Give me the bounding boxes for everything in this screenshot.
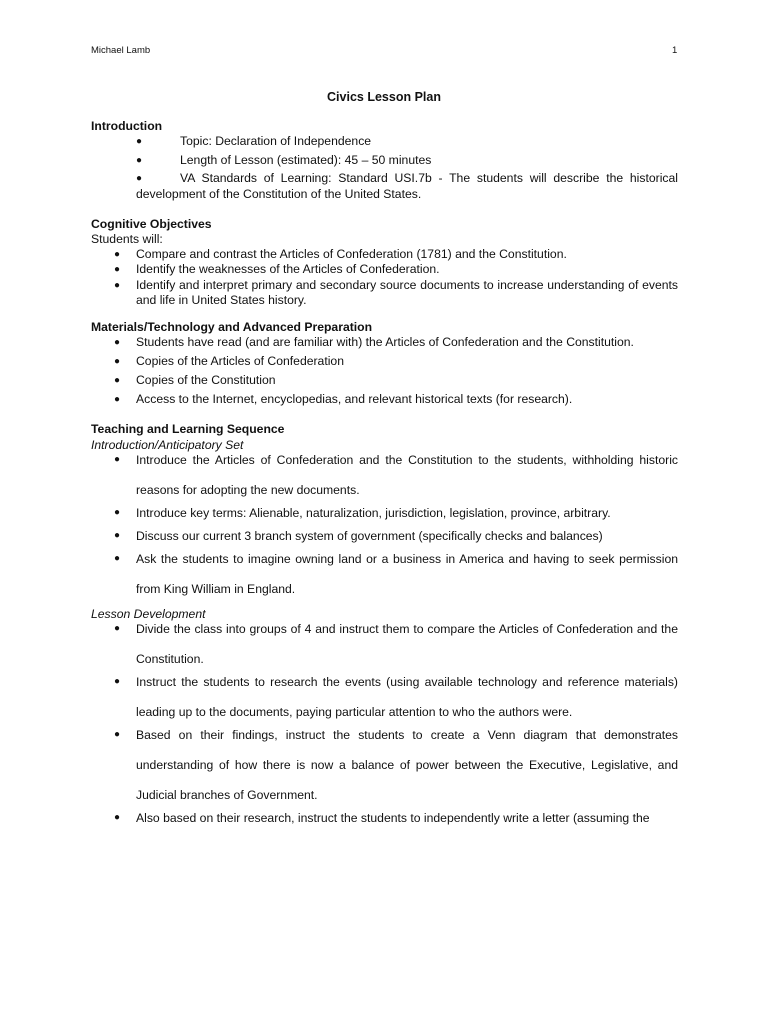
list-item: ● Topic: Declaration of Independence	[136, 134, 372, 148]
bullet-icon: ●	[114, 249, 121, 260]
materials-list	[91, 335, 678, 407]
bullet-icon: ●	[114, 729, 121, 741]
students-will-label: Students will:	[91, 232, 163, 246]
bullet-icon: ●	[136, 154, 143, 166]
bullet-icon: ●	[114, 454, 121, 466]
list-item: ● Compare and contrast the Articles of Confederation (1781) and the Constitution.	[114, 247, 567, 261]
list-item: ● Instruct the students to research the events (using available technology and reference materials) leading up to the documents, paying particular attention to who the authors were.	[91, 667, 678, 727]
document-title: Civics Lesson Plan	[327, 90, 441, 104]
section-heading-cognitive: Cognitive Objectives	[91, 217, 212, 231]
bullet-icon: ●	[114, 264, 121, 276]
bullet-icon: ●	[114, 374, 121, 386]
introduction-list	[91, 134, 678, 202]
list-item: ● Divide the class into groups of 4 and instruct them to compare the Articles of Confederation and the Constitution.	[91, 614, 678, 674]
bullet-icon: ●	[114, 812, 121, 824]
section-heading-materials: Materials/Technology and Advanced Preparation	[91, 320, 373, 335]
list-item: ● Introduce key terms: Alienable, naturalization, jurisdiction, legislation, province, arbitrary.	[91, 498, 678, 528]
bullet-icon: ●	[114, 393, 121, 405]
list-item: ● Students have read (and are familiar with) the Articles of Confederation and the Constitution.	[114, 335, 634, 350]
bullet-icon: ●	[114, 279, 121, 291]
list-item: ● Introduce the Articles of Confederation and the Constitution to the students, withholding historic reasons for adopting the new documents.	[91, 445, 678, 505]
bullet-icon: ●	[136, 136, 143, 147]
bullet-icon: ●	[114, 530, 121, 542]
section-heading-teaching: Teaching and Learning Sequence	[91, 422, 285, 437]
anticipatory-list	[91, 445, 678, 604]
cognitive-list	[91, 247, 678, 308]
list-item: ● Based on their findings, instruct the students to create a Venn diagram that demonstrates understanding of how there is now a balance of power between the Executive, Legislative, and Judicial branches of Government.	[91, 720, 678, 810]
bullet-icon: ●	[114, 507, 121, 519]
bullet-icon: ●	[114, 676, 121, 688]
list-item: ● Ask the students to imagine owning land or a business in America and having to seek permission from King William in England.	[91, 544, 678, 604]
subheading-development: Lesson Development	[91, 607, 206, 622]
list-item: ● Discuss our current 3 branch system of government (specifically checks and balances)	[91, 521, 678, 551]
list-item: ● Copies of the Constitution	[114, 372, 276, 387]
list-item: ● Also based on their research, instruct the students to independently write a letter (assuming the	[91, 803, 678, 833]
bullet-icon: ●	[114, 553, 121, 565]
list-item: ● Copies of the Articles of Confederation	[114, 353, 344, 368]
header-page-number: 1	[672, 45, 678, 56]
list-item: ● VA Standards of Learning: Standard USI.7b - The students will describe the historical development of the Constitution of the United States.	[136, 171, 678, 201]
development-list	[91, 614, 678, 833]
list-item: ● Access to the Internet, encyclopedias, and relevant historical texts (for research).	[114, 391, 573, 406]
bullet-icon: ●	[114, 337, 121, 349]
subheading-anticipatory: Introduction/Anticipatory Set	[91, 438, 244, 453]
list-item: ● Identify the weaknesses of the Articles of Confederation.	[114, 262, 440, 277]
document-body	[91, 118, 678, 834]
list-item: ● Identify and interpret primary and secondary source documents to increase understanding of events and life in United States history.	[114, 277, 678, 307]
list-item: ● Length of Lesson (estimated): 45 – 50 minutes	[136, 152, 432, 167]
bullet-icon: ●	[114, 355, 121, 367]
section-heading-introduction: Introduction	[91, 119, 163, 133]
bullet-icon: ●	[114, 623, 121, 635]
header-author: Michael Lamb	[91, 45, 151, 56]
bullet-icon: ●	[136, 173, 143, 184]
